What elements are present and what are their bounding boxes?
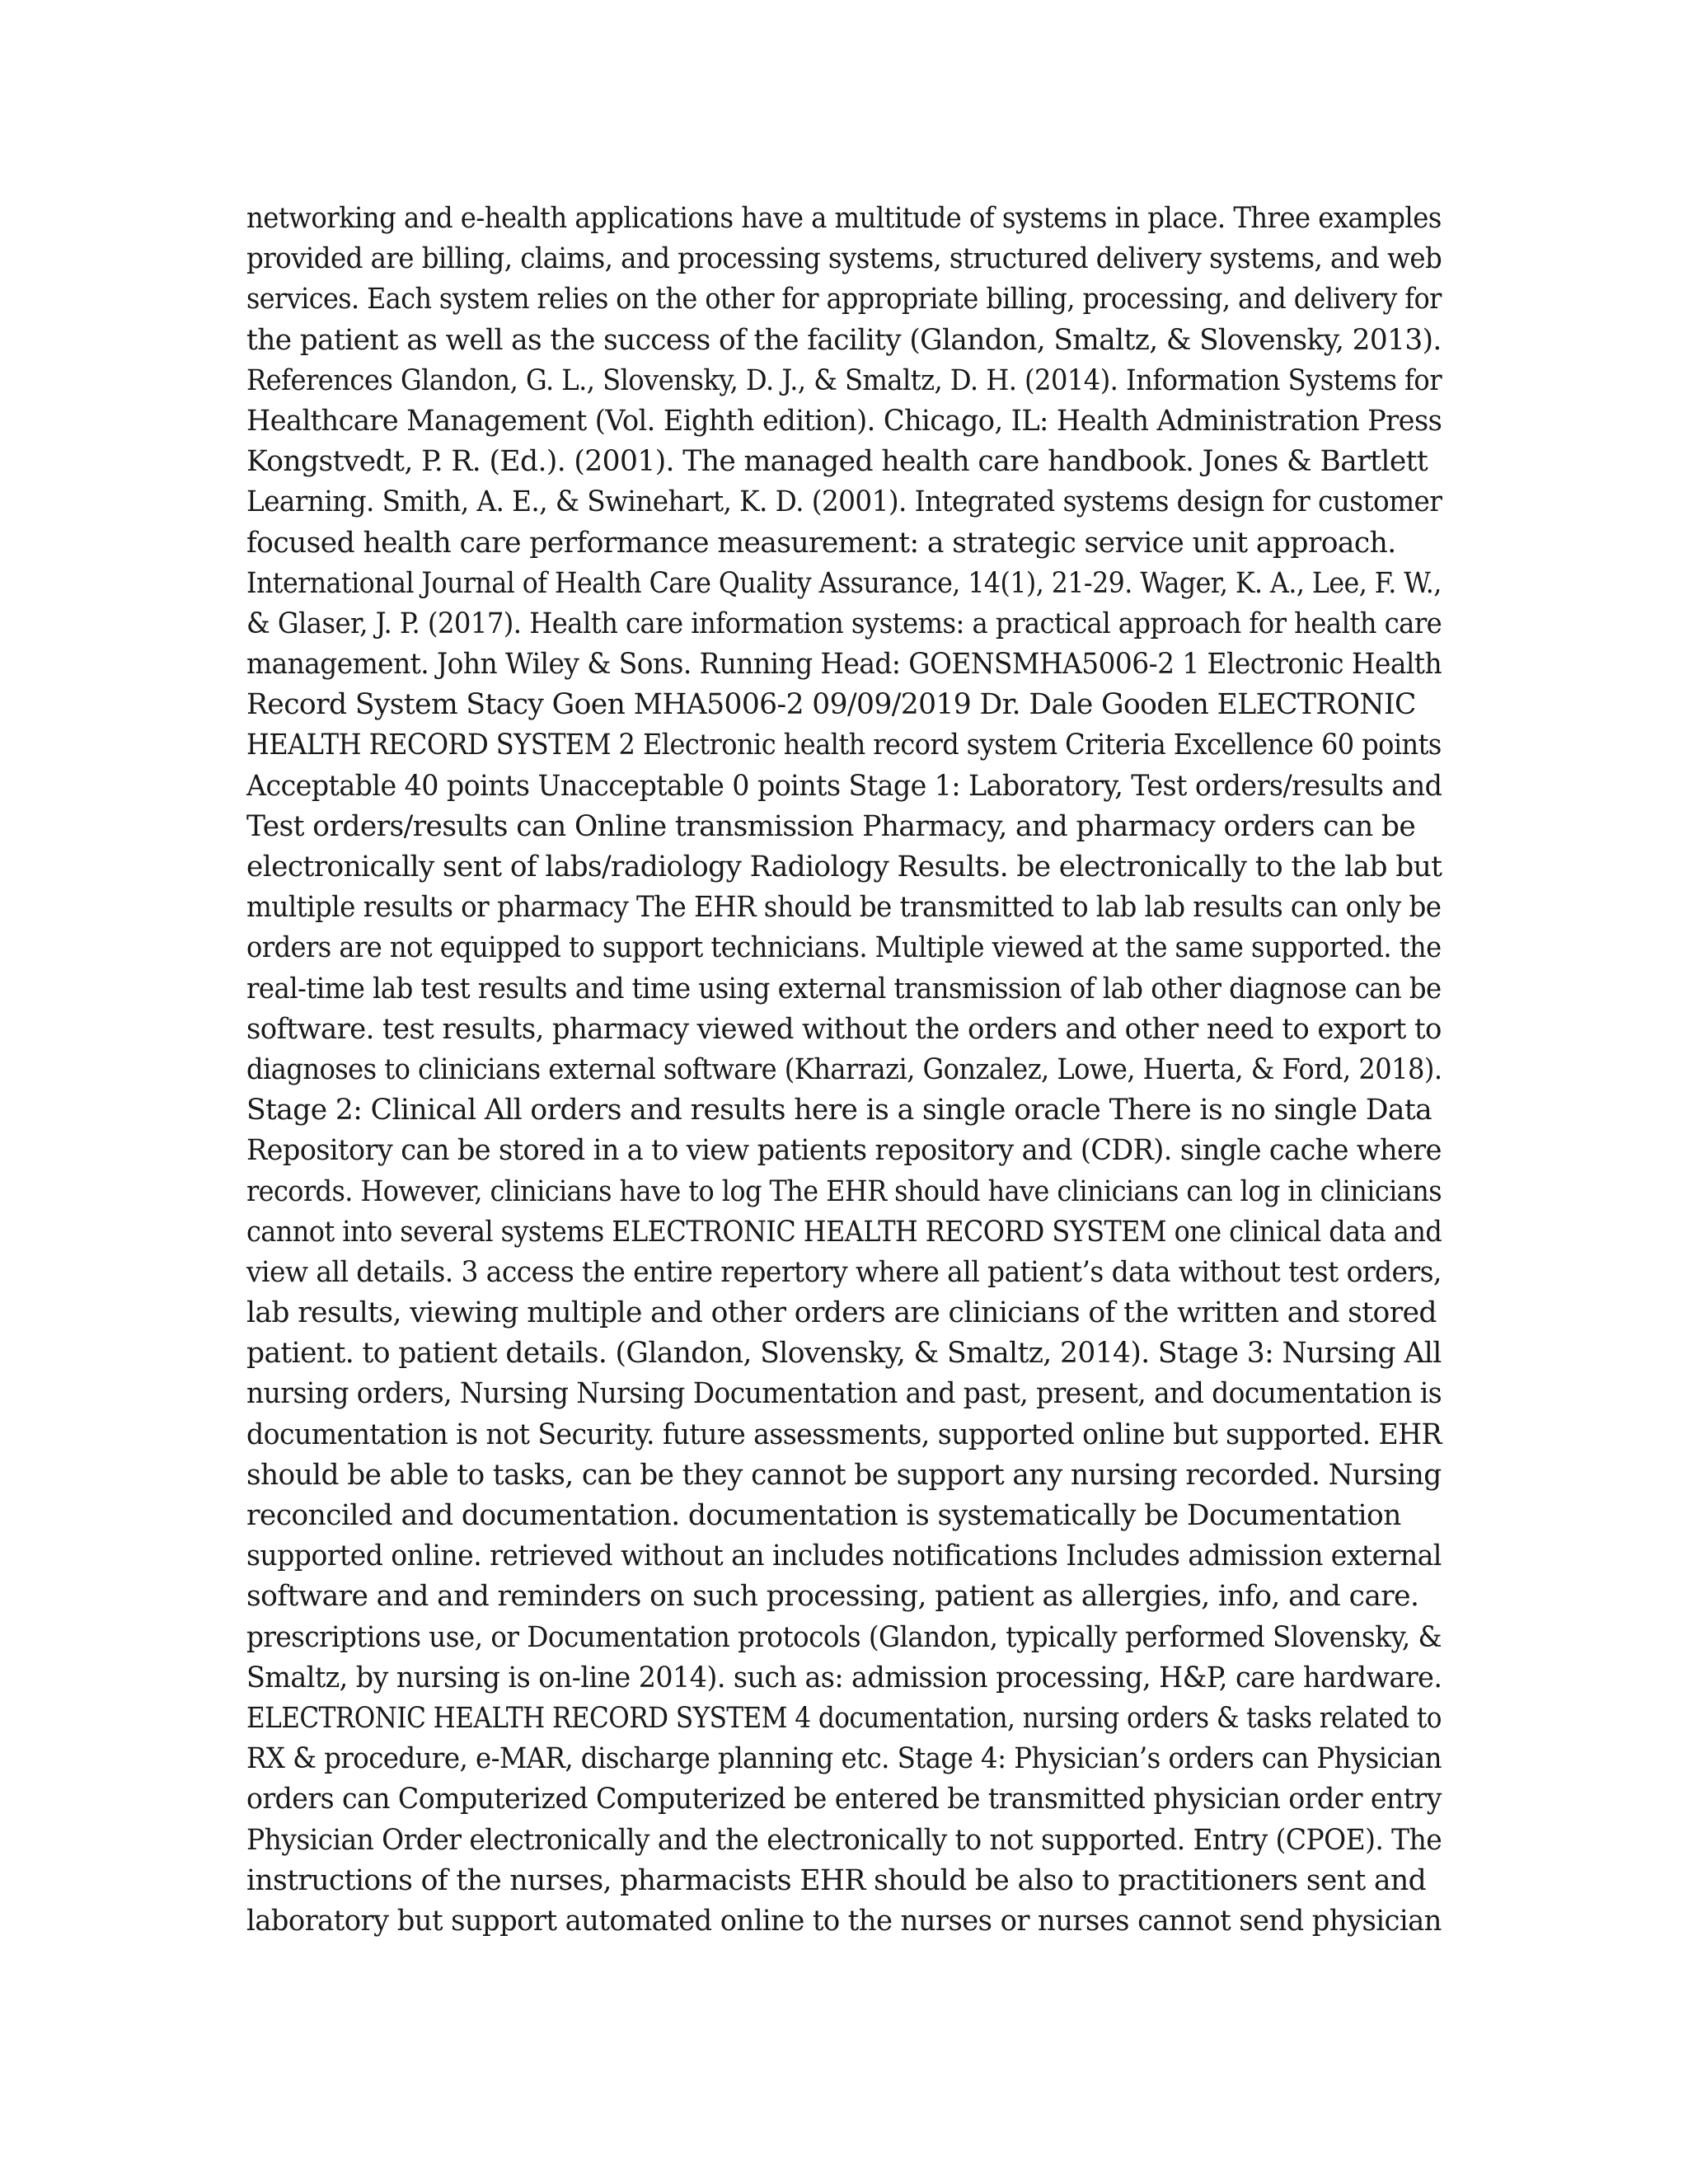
body-text bbox=[246, 199, 1442, 1942]
text-line: cannot into several systems ELECTRONIC HEALTH RECORD SYSTEM one clinical data and bbox=[246, 1215, 1442, 1249]
text-line: software. test results, pharmacy viewed without the orders and other need to export to bbox=[246, 1012, 1442, 1046]
text-line: should be able to tasks, can be they cannot be support any nursing recorded. Nursing bbox=[246, 1458, 1442, 1492]
text-line: multiple results or pharmacy The EHR should be transmitted to lab lab results can only be bbox=[246, 891, 1442, 925]
text-line: Test orders/results can Online transmission Pharmacy, and pharmacy orders can be bbox=[246, 809, 1416, 843]
text-line: Kongstvedt, P. R. (Ed.). (2001). The managed health care handbook. Jones & Bartlett bbox=[246, 445, 1428, 479]
text-line: laboratory but support automated online to the nurses or nurses cannot send physician bbox=[246, 1904, 1442, 1938]
text-line: orders can Computerized Computerized be entered be transmitted physician order entry bbox=[246, 1783, 1442, 1816]
text-line: prescriptions use, or Documentation protocols (Glandon, typically performed Slovensky, & bbox=[246, 1620, 1442, 1654]
text-line: diagnoses to clinicians external software (Kharrazi, Gonzalez, Lowe, Huerta, & Ford, 2018). bbox=[246, 1052, 1442, 1086]
text-line: the patient as well as the success of the facility (Glandon, Smaltz, & Slovensky, 2013). bbox=[246, 323, 1442, 357]
text-line: & Glaser, J. P. (2017). Health care information systems: a practical approach for health care bbox=[246, 607, 1442, 640]
text-line: Record System Stacy Goen MHA5006-2 09/09/2019 Dr. Dale Gooden ELECTRONIC bbox=[246, 688, 1416, 722]
text-line: Healthcare Management (Vol. Eighth edition). Chicago, IL: Health Administration Press bbox=[246, 404, 1442, 438]
text-line: Learning. Smith, A. E., & Swinehart, K. D. (2001). Integrated systems design for customer bbox=[246, 485, 1442, 519]
text-line: Repository can be stored in a to view patients repository and (CDR). single cache where bbox=[246, 1134, 1442, 1168]
text-line: lab results, viewing multiple and other orders are clinicians of the written and stored bbox=[246, 1296, 1437, 1330]
text-line: documentation is not Security. future assessments, supported online but supported. EHR bbox=[246, 1418, 1442, 1451]
text-line: International Journal of Health Care Quality Assurance, 14(1), 21-29. Wager, K. A., Lee, F. W., bbox=[246, 566, 1442, 600]
text-line: ELECTRONIC HEALTH RECORD SYSTEM 4 documentation, nursing orders & tasks related to bbox=[246, 1701, 1442, 1735]
text-line: patient. to patient details. (Glandon, Slovensky, & Smaltz, 2014). Stage 3: Nursing All bbox=[246, 1337, 1442, 1371]
text-line: management. John Wiley & Sons. Running Head: GOENSMHA5006-2 1 Electronic Health bbox=[246, 648, 1442, 682]
text-line: supported online. retrieved without an includes notifications Includes admission external bbox=[246, 1540, 1442, 1573]
text-line: Physician Order electronically and the electronically to not supported. Entry (CPOE). The bbox=[246, 1823, 1442, 1857]
text-line: Acceptable 40 points Unacceptable 0 points Stage 1: Laboratory, Test orders/results and bbox=[246, 769, 1442, 803]
text-line: HEALTH RECORD SYSTEM 2 Electronic health record system Criteria Excellence 60 points bbox=[246, 729, 1442, 762]
text-line: services. Each system relies on the other for appropriate billing, processing, and delivery for bbox=[246, 283, 1442, 316]
text-line: nursing orders, Nursing Nursing Documentation and past, present, and documentation is bbox=[246, 1377, 1442, 1411]
text-line: Stage 2: Clinical All orders and results here is a single oracle There is no single Data bbox=[246, 1094, 1432, 1127]
text-line: RX & procedure, e-MAR, discharge planning etc. Stage 4: Physician’s orders can Physician bbox=[246, 1742, 1442, 1776]
text-line: References Glandon, G. L., Slovensky, D. J., & Smaltz, D. H. (2014). Information Systems for bbox=[246, 363, 1442, 397]
text-line: records. However, clinicians have to log The EHR should have clinicians can log in clinicians bbox=[246, 1174, 1442, 1208]
text-line: focused health care performance measurement: a strategic service unit approach. bbox=[246, 526, 1396, 560]
text-line: provided are billing, claims, and processing systems, structured delivery systems, and web bbox=[246, 242, 1442, 276]
text-line: Smaltz, by nursing is on-line 2014). such as: admission processing, H&P, care hardware. bbox=[246, 1661, 1442, 1694]
text-line: view all details. 3 access the entire repertory where all patient’s data without test orders, bbox=[246, 1255, 1442, 1289]
text-line: networking and e-health applications have a multitude of systems in place. Three examples bbox=[246, 202, 1442, 235]
text-line: reconciled and documentation. documentation is systematically be Documentation bbox=[246, 1499, 1401, 1532]
text-line: real-time lab test results and time using external transmission of lab other diagnose can be bbox=[246, 972, 1442, 1005]
text-line: instructions of the nurses, pharmacists EHR should be also to practitioners sent and bbox=[246, 1863, 1427, 1897]
text-line: electronically sent of labs/radiology Radiology Results. be electronically to the lab but bbox=[246, 851, 1442, 883]
text-line: orders are not equipped to support technicians. Multiple viewed at the same supported. the bbox=[246, 931, 1442, 965]
text-line: software and and reminders on such processing, patient as allergies, info, and care. bbox=[246, 1580, 1419, 1614]
